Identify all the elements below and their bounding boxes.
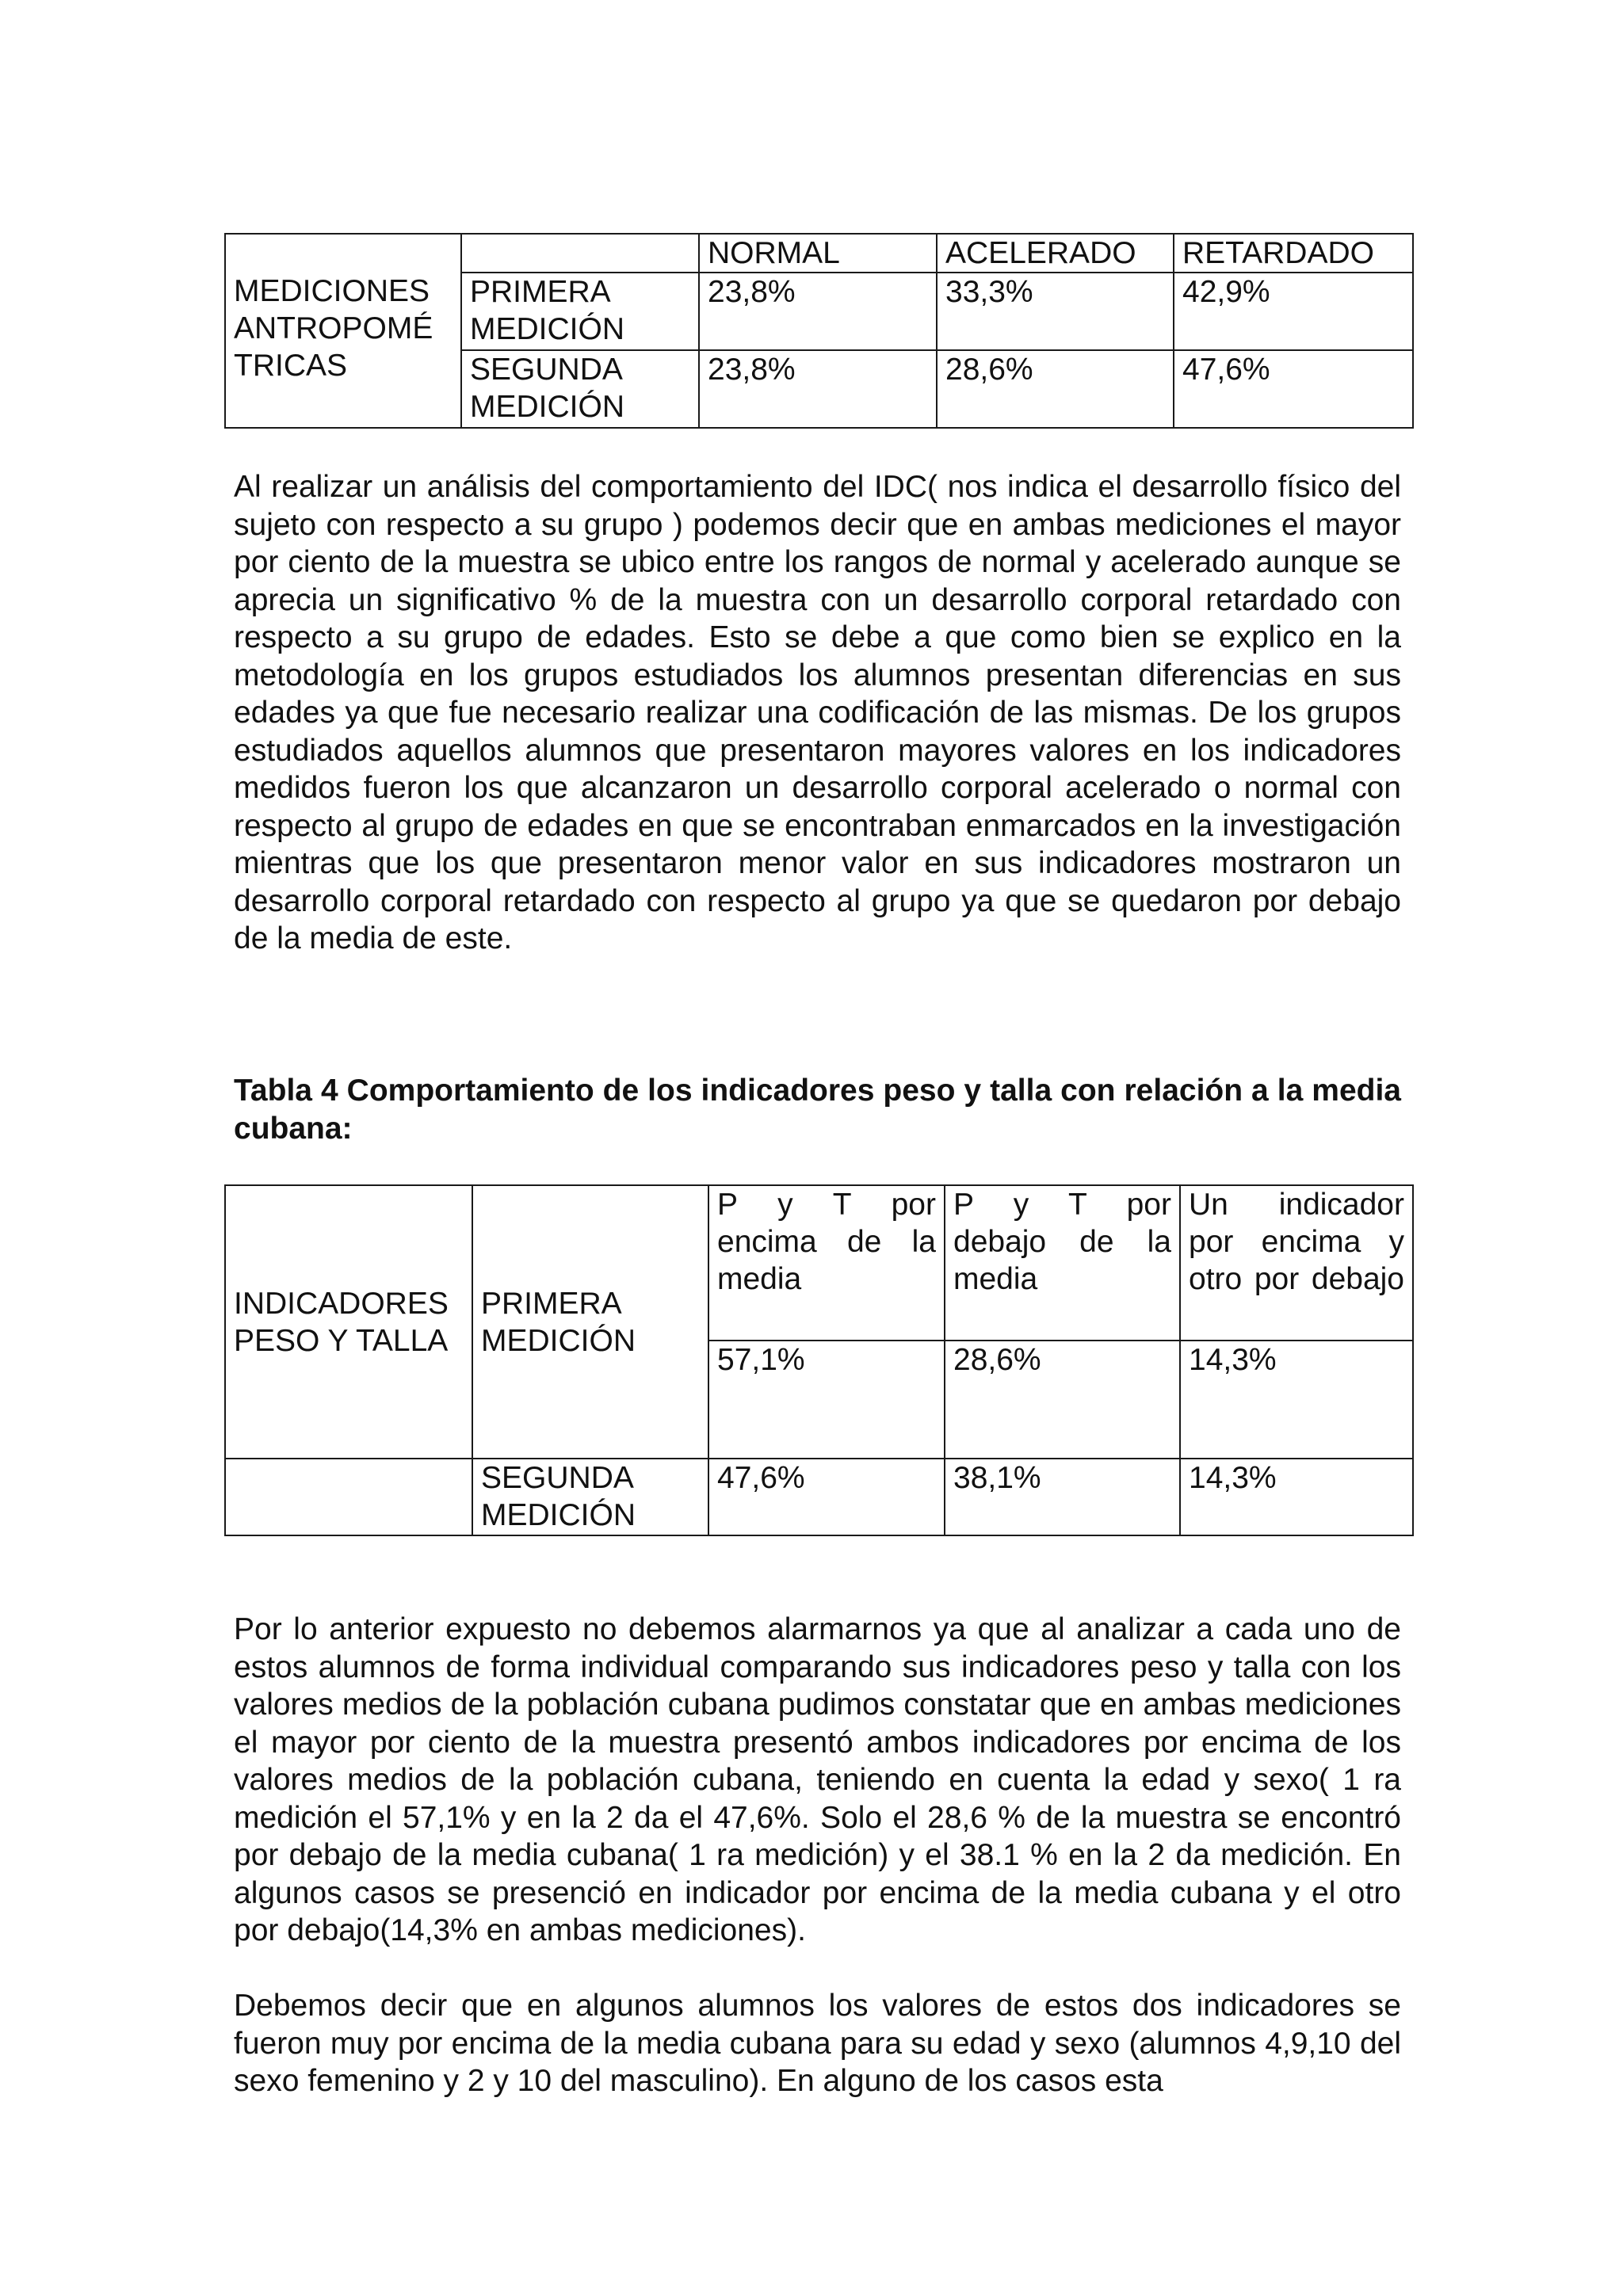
table-row <box>225 273 1413 350</box>
peso-talla-table <box>224 1184 1414 1536</box>
row-group-label <box>225 1185 472 1459</box>
table-header-cell <box>225 234 461 273</box>
row-group-label: MEDICIONES ANTROPOMÉ TRICAS <box>225 273 461 428</box>
analysis-paragraph: Al realizar un análisis del comportamiento del IDC( nos indica el desarrollo físico del sujeto con respecto a su grupo ) podemos decir que en ambas mediciones el mayor por ciento de la muestra se ubico entre los rangos de normal y acelerado aunque se aprecia un significativo % de la muestra con un desarrollo corporal retardado con respecto a su grupo de edades. Esto se debe a que como bien se explico en la metodología en los grupos estudiados los alumnos presentan diferencias en sus edades ya que fue necesario realizar una codificación de las mismas. De los grupos estudiados aquellos alumnos que presentaron mayores valores en los indicadores medidos fueron los que alcanzaron un desarrollo corporal acelerado o normal con respecto al grupo de edades en que se encontraban enmarcados en la investigación mientras que los que presentaron menor valor en sus indicadores mostraron un desarrollo corporal retardado con respecto al grupo ya que se quedaron por debajo de la media de este. <box>234 470 1401 955</box>
table-header-row <box>225 234 1413 273</box>
acelerado-value: 28,6% <box>937 350 1174 428</box>
encima-value: 47,6% <box>708 1459 945 1535</box>
normal-value: 23,8% <box>699 273 937 350</box>
mixto-value: 14,3% <box>1180 1341 1413 1459</box>
encima-value: 57,1% <box>708 1341 945 1459</box>
table-row <box>225 1185 1413 1341</box>
conclusion-paragraph: Por lo anterior expuesto no debemos alarmarnos ya que al analizar a cada uno de estos alumnos de forma individual comparando sus indicadores peso y talla con los valores medios de la población cubana pudimos constatar que en ambas mediciones el mayor por ciento de la muestra presentó ambos indicadores por encima de los valores medios de la población cubana, teniendo en cuenta la edad y sexo( 1 ra medición el 57,1% y en la 2 da el 47,6%. Solo el 28,6 % de la muestra se encontró por debajo de la media cubana( 1 ra medición) y el 38.1 % en la 2 da medición. En algunos casos se presenció en indicador por encima de la media cubana y el otro por debajo(14,3% en ambas mediciones). <box>234 1612 1401 1947</box>
measurement-label: PRIMERA MEDICIÓN <box>461 273 699 350</box>
row-group-label-continued <box>225 1459 472 1535</box>
table-header-cell <box>461 234 699 273</box>
debajo-value: 28,6% <box>945 1341 1180 1459</box>
mixto-value: 14,3% <box>1180 1459 1413 1535</box>
retardado-value: 42,9% <box>1174 273 1413 350</box>
table-header-cell: RETARDADO <box>1174 234 1413 273</box>
table-header-cell: ACELERADO <box>937 234 1174 273</box>
table-row <box>225 1459 1413 1535</box>
debajo-value: 38,1% <box>945 1459 1180 1535</box>
measurement-label: SEGUNDA MEDICIÓN <box>472 1459 708 1535</box>
column-header: P y T por debajo de la media <box>945 1185 1180 1341</box>
normal-value: 23,8% <box>699 350 937 428</box>
table-header-cell: NORMAL <box>699 234 937 273</box>
measurement-label: SEGUNDA MEDICIÓN <box>461 350 699 428</box>
retardado-value: 47,6% <box>1174 350 1413 428</box>
table4-title: Tabla 4 Comportamiento de los indicadores peso y talla con relación a la media cubana: <box>234 1074 1401 1146</box>
idc-measurements-table <box>224 233 1414 429</box>
row-group-label-text: INDICADORES PESO Y TALLA <box>234 1286 449 1358</box>
acelerado-value: 33,3% <box>937 273 1174 350</box>
column-header: Un indicador por encima y otro por debajo <box>1180 1185 1413 1341</box>
column-header: P y T por encima de la media <box>708 1185 945 1341</box>
followup-paragraph: Debemos decir que en algunos alumnos los valores de estos dos indicadores se fueron muy por encima de la media cubana para su edad y sexo (alumnos 4,9,10 del sexo femenino y 2 y 10 del masculino). En alguno de los casos esta <box>234 1989 1401 2098</box>
measurement-label: PRIMERA MEDICIÓN <box>472 1185 708 1459</box>
